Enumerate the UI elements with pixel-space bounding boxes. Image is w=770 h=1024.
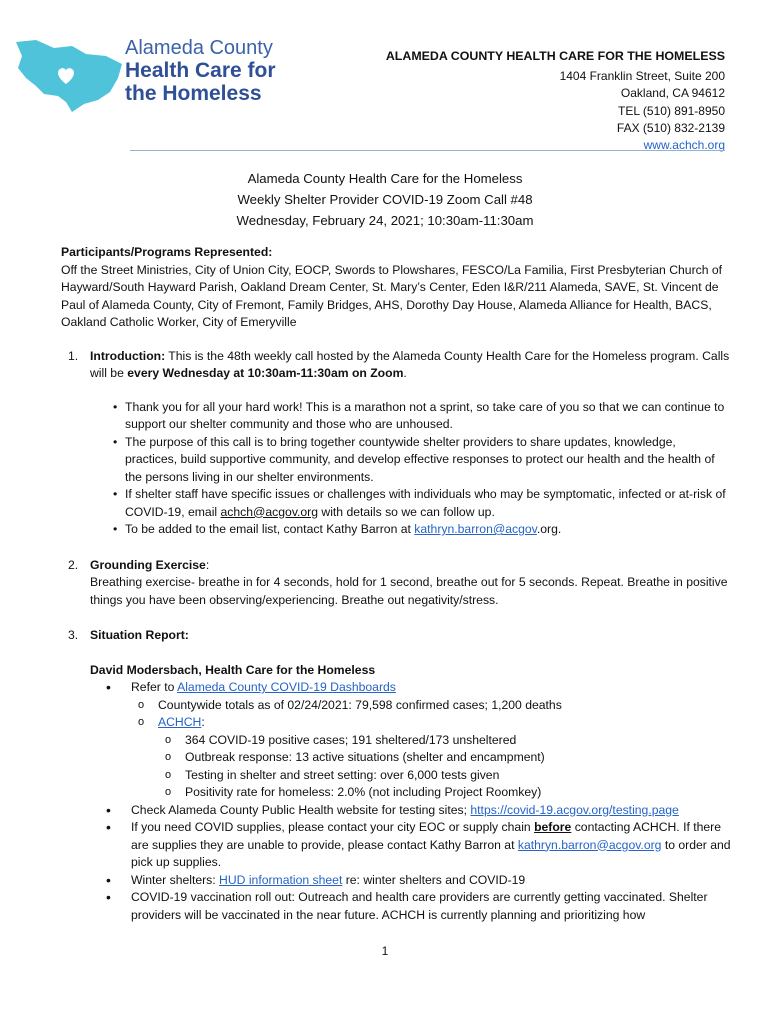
bullet-text: re: winter shelters and COVID-19 — [342, 872, 526, 887]
bullet-text: to order and pick up supplies. — [131, 837, 731, 869]
intro-text: This is the 48th weekly call hosted by the Alameda County Health Care for the Homeless program. Calls will be — [90, 348, 730, 380]
kathy-email-link-2[interactable]: kathryn.barron@acgov.org — [517, 837, 662, 852]
emphasis-before: before — [534, 820, 572, 834]
list-item: o 364 COVID-19 positive cases; 191 sheltered/173 unsheltered — [158, 732, 731, 750]
section-number: 2. — [68, 557, 79, 572]
situation-bullets — [90, 679, 731, 924]
situation-heading: Situation Report: — [90, 628, 189, 642]
speaker-name: David Modersbach, Health Care for the Homeless — [90, 662, 376, 677]
telephone: TEL (510) 891-8950 — [618, 103, 725, 118]
list-item — [131, 714, 731, 802]
bullet-text: If you need COVID supplies, please contact your city EOC or supply chain — [131, 820, 535, 834]
intro-end: . — [403, 366, 407, 380]
achch-sublist — [158, 732, 731, 802]
participants-heading: Participants/Programs Represented: — [61, 245, 273, 259]
section-situation-report — [61, 627, 731, 924]
bullet-text: Check Alameda County Public Health website for testing sites; — [131, 802, 471, 817]
participants-list: Off the Street Ministries, City of Union City, EOCP, Swords to Plowshares, FESCO/La Familia, First Presbyterian Church of Hayward/South Hayward Parish, Oakland Dream Center, St. Mary’s Center, Eden I&R/211 Alameda, SAVE, St. Vincent de Paul of Alameda County, City of Fremont, Family Bridges, AHS, Dorothy Day House, Alameda Alliance for Health, BACS, Oakland Catholic Worker, City of Emeryville — [61, 262, 723, 329]
list-item — [90, 802, 731, 820]
section-number: 1. — [68, 348, 79, 363]
header-divider — [130, 150, 725, 151]
list-item: o Countywide totals as of 02/24/2021: 79,598 confirmed cases; 1,200 deaths — [131, 697, 731, 715]
section-grounding — [61, 557, 731, 610]
logo-line-2: Health Care for — [125, 59, 276, 82]
list-item — [90, 521, 731, 539]
achch-email-link[interactable]: achch@acgov.org — [220, 504, 319, 519]
list-item: o Positivity rate for homeless: 2.0% (not including Project Roomkey) — [158, 784, 731, 802]
list-item — [90, 872, 731, 890]
title-line-1: Alameda County Health Care for the Homeless — [247, 171, 523, 186]
list-item: • COVID-19 vaccination roll out: Outreach and health care providers are currently getting vaccinated. Shelter providers will be vaccinated in the near future. ACHCH is currently planning and prioritizing how — [90, 889, 731, 924]
kathy-email-link[interactable]: kathryn.barron@acgov — [414, 522, 537, 536]
document-title — [0, 168, 770, 231]
testing-sites-link[interactable]: https://covid-19.acgov.org/testing.page — [470, 802, 679, 817]
intro-paragraph — [90, 348, 731, 383]
grounding-label: Grounding Exercise — [90, 557, 206, 572]
section-number: 3. — [68, 628, 79, 642]
org-name: ALAMEDA COUNTY HEALTH CARE FOR THE HOMELESS — [385, 49, 725, 63]
hud-info-link[interactable]: HUD information sheet — [219, 872, 343, 887]
intro-label: Introduction: — [90, 348, 166, 363]
logo-wordmark — [125, 38, 276, 104]
bullet-text: Refer to — [131, 680, 178, 694]
bullet-text: contacting ACHCH. If there are supplies they are unable to provide, please contact Kathy Barron at — [131, 820, 722, 852]
bullet-text: To be added to the email list, contact Kathy Barron at — [125, 522, 415, 536]
bullet-text: If shelter staff have specific issues or challenges with individuals who may be symptomatic, infected or at-risk of COVID-19, email — [125, 487, 726, 519]
list-item — [90, 679, 731, 802]
page-number: 1 — [381, 944, 389, 958]
bullet-text: Winter shelters: — [131, 872, 220, 887]
address-line-2: Oakland, CA 94612 — [620, 86, 725, 101]
list-item: • Thank you for all your hard work! This is a marathon not a sprint, so take care of you so that we can continue to support our shelter community and those who are unhoused. — [90, 399, 731, 434]
call-schedule: every Wednesday at 10:30am-11:30am on Zoom — [127, 366, 404, 380]
letterhead-address — [386, 48, 725, 154]
grounding-heading — [90, 557, 731, 575]
address-line-1: 1404 Franklin Street, Suite 200 — [559, 69, 725, 84]
intro-bullets — [90, 399, 731, 539]
grounding-text: Breathing exercise- breathe in for 4 seconds, hold for 1 second, breathe out for 5 seconds. Repeat. Breathe in positive things you have been observing/experiencing. Breathe out negativity/stress. — [90, 575, 728, 607]
achch-link[interactable]: ACHCH — [158, 715, 202, 729]
fax: FAX (510) 832-2139 — [616, 120, 725, 135]
logo-line-1: Alameda County — [125, 37, 273, 59]
bullet-text: .org. — [536, 522, 562, 536]
title-line-2: Weekly Shelter Provider COVID-19 Zoom Call #48 — [237, 192, 533, 207]
list-item — [90, 819, 731, 872]
list-item: • The purpose of this call is to bring together countywide shelter providers to share updates, knowledge, practices, build supportive community, and develop effective responses to protect our health and the health of the persons living in our shelter environments. — [90, 434, 731, 487]
list-item: o Outbreak response: 13 active situations (shelter and encampment) — [158, 749, 731, 767]
title-line-3: Wednesday, February 24, 2021; 10:30am-11:30am — [236, 213, 534, 228]
grounding-colon: : — [205, 557, 210, 572]
achch-colon: : — [201, 715, 205, 729]
section-introduction — [61, 348, 731, 539]
bullet-text: with details so we can follow up. — [318, 504, 495, 519]
list-item — [90, 486, 731, 521]
dashboards-link[interactable]: Alameda County COVID-19 Dashboards — [177, 680, 396, 694]
logo-line-3: the Homeless — [125, 82, 262, 105]
website-link[interactable]: www.achch.org — [643, 138, 725, 153]
document-body — [61, 244, 731, 924]
dashboard-sublist — [131, 697, 731, 802]
list-item: o Testing in shelter and street setting: over 6,000 tests given — [158, 767, 731, 785]
